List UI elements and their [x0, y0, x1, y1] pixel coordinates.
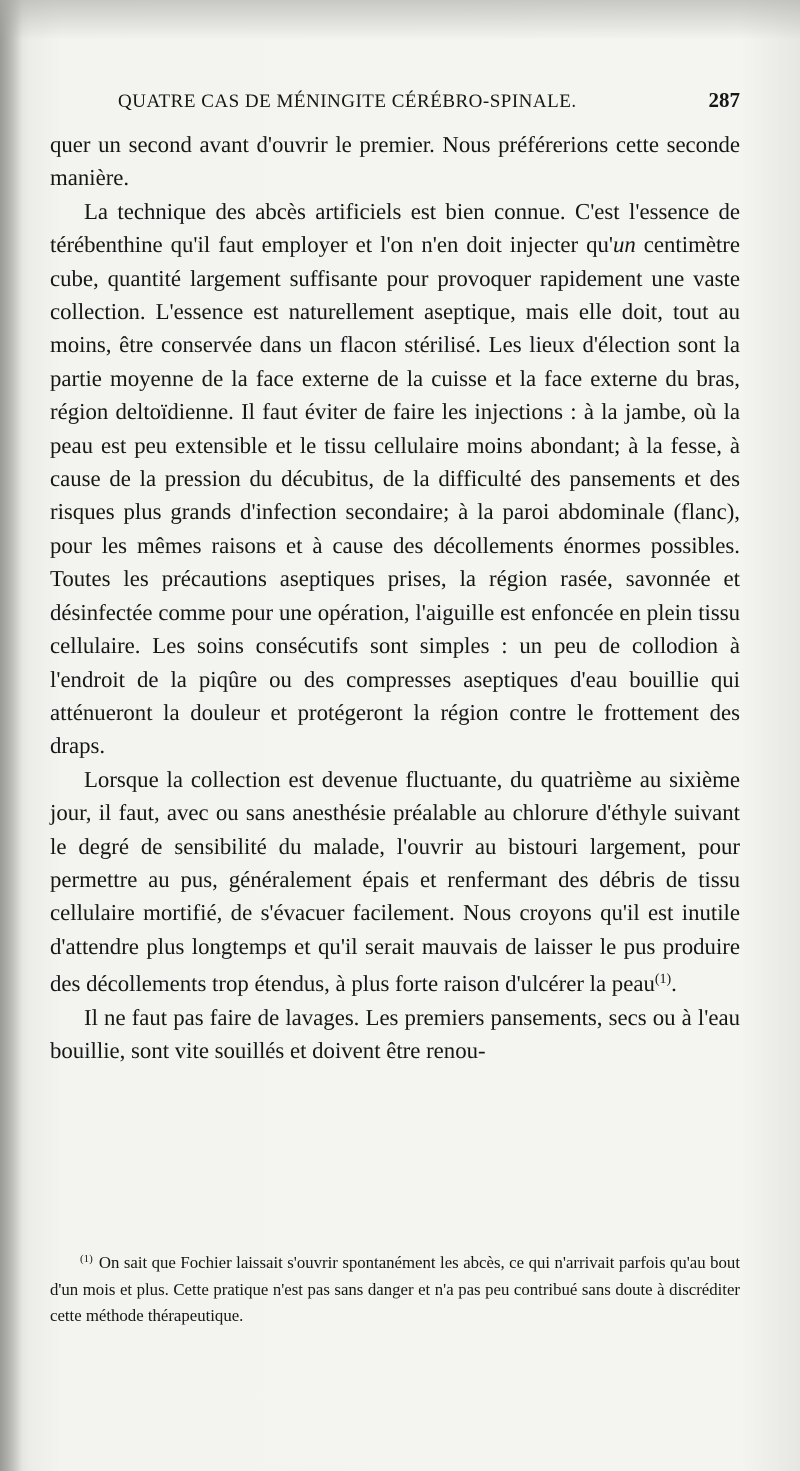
running-title: QUATRE CAS DE MÉNINGITE CÉRÉBRO-SPINALE. — [118, 91, 577, 112]
paragraph-2-emphasis: un — [613, 232, 636, 258]
binding-shadow — [0, 0, 22, 1471]
page-number: 287 — [708, 88, 740, 112]
footnote-reference[interactable]: (1) — [654, 972, 672, 988]
body-text — [50, 128, 740, 1067]
paragraph-2-text-a: La technique des abcès artificiels est bien connue. C'est l'essence de térébenthine qu'il faut employer et l'on n'en doit injecter qu' — [50, 198, 740, 258]
paragraph-4: Il ne faut pas faire de lavages. Les premiers pansements, secs ou à l'eau bouillie, sont vite souillés et doivent être renou- — [50, 1004, 740, 1063]
top-shadow — [0, 0, 800, 40]
paragraph-1: quer un second avant d'ouvrir le premier. Nous préférerions cette seconde manière. — [50, 132, 740, 191]
paragraph-3 — [50, 763, 740, 1001]
paragraph-3-end: . — [671, 971, 677, 997]
footnote-marker: (1) — [80, 1253, 93, 1265]
footnote — [50, 1246, 740, 1330]
running-head — [118, 88, 740, 118]
paragraph-2 — [50, 195, 740, 763]
footnote-paragraph — [50, 1246, 740, 1330]
paragraph-2-text-b: centimètre cube, quantité largement suffisante pour provoquer rapidement une vaste collection. L'essence est naturellement aseptique, mais elle doit, tout au moins, être conservée dans un flacon stérilisé. Les lieux d'élection sont la partie moyenne de la face externe de la cuisse et la face externe du bras, région deltoïdienne. Il faut éviter de faire les injections : à la jambe, où la peau est peu extensible et le tissu cellulaire moins abondant; à la fesse, à cause de la pression du décubitus, de la difficulté des pansements et des risques plus grands d'infection secondaire; à la paroi abdominale (flanc), pour les mêmes raisons et à cause des décollements énormes possibles. Toutes les précautions aseptiques prises, la région rasée, savonnée et désinfectée comme pour une opération, l'aiguille est enfoncée en plein tissu cellulaire. Les soins consécutifs sont simples : un peu de collodion à l'endroit de la piqûre ou des compresses aseptiques d'eau bouillie qui atténueront la douleur et protégeront la région contre le frottement des draps. — [50, 232, 740, 759]
paragraph-3-text: Lorsque la collection est devenue fluctuante, du quatrième au sixième jour, il faut, avec ou sans anesthésie préalable au chlorure d'éthyle suivant le degré de sensibilité du malade, l'ouvrir au bistouri largement, pour permettre au pus, généralement épais et renfermant des débris de tissu cellulaire mortifié, de s'évacuer facilement. Nous croyons qu'il est inutile d'attendre plus longtemps et qu'il serait mauvais de laisser le pus produire des décollements trop étendus, à plus forte raison d'ulcérer la peau — [50, 766, 740, 997]
footnote-text: On sait que Fochier laissait s'ouvrir spontanément les abcès, ce qui n'arrivait parfois qu'au bout d'un mois et plus. Cette pratique n'est pas sans danger et n'a pas peu contribué sans doute à discréditer cette méthode thérapeutique. — [50, 1253, 740, 1325]
